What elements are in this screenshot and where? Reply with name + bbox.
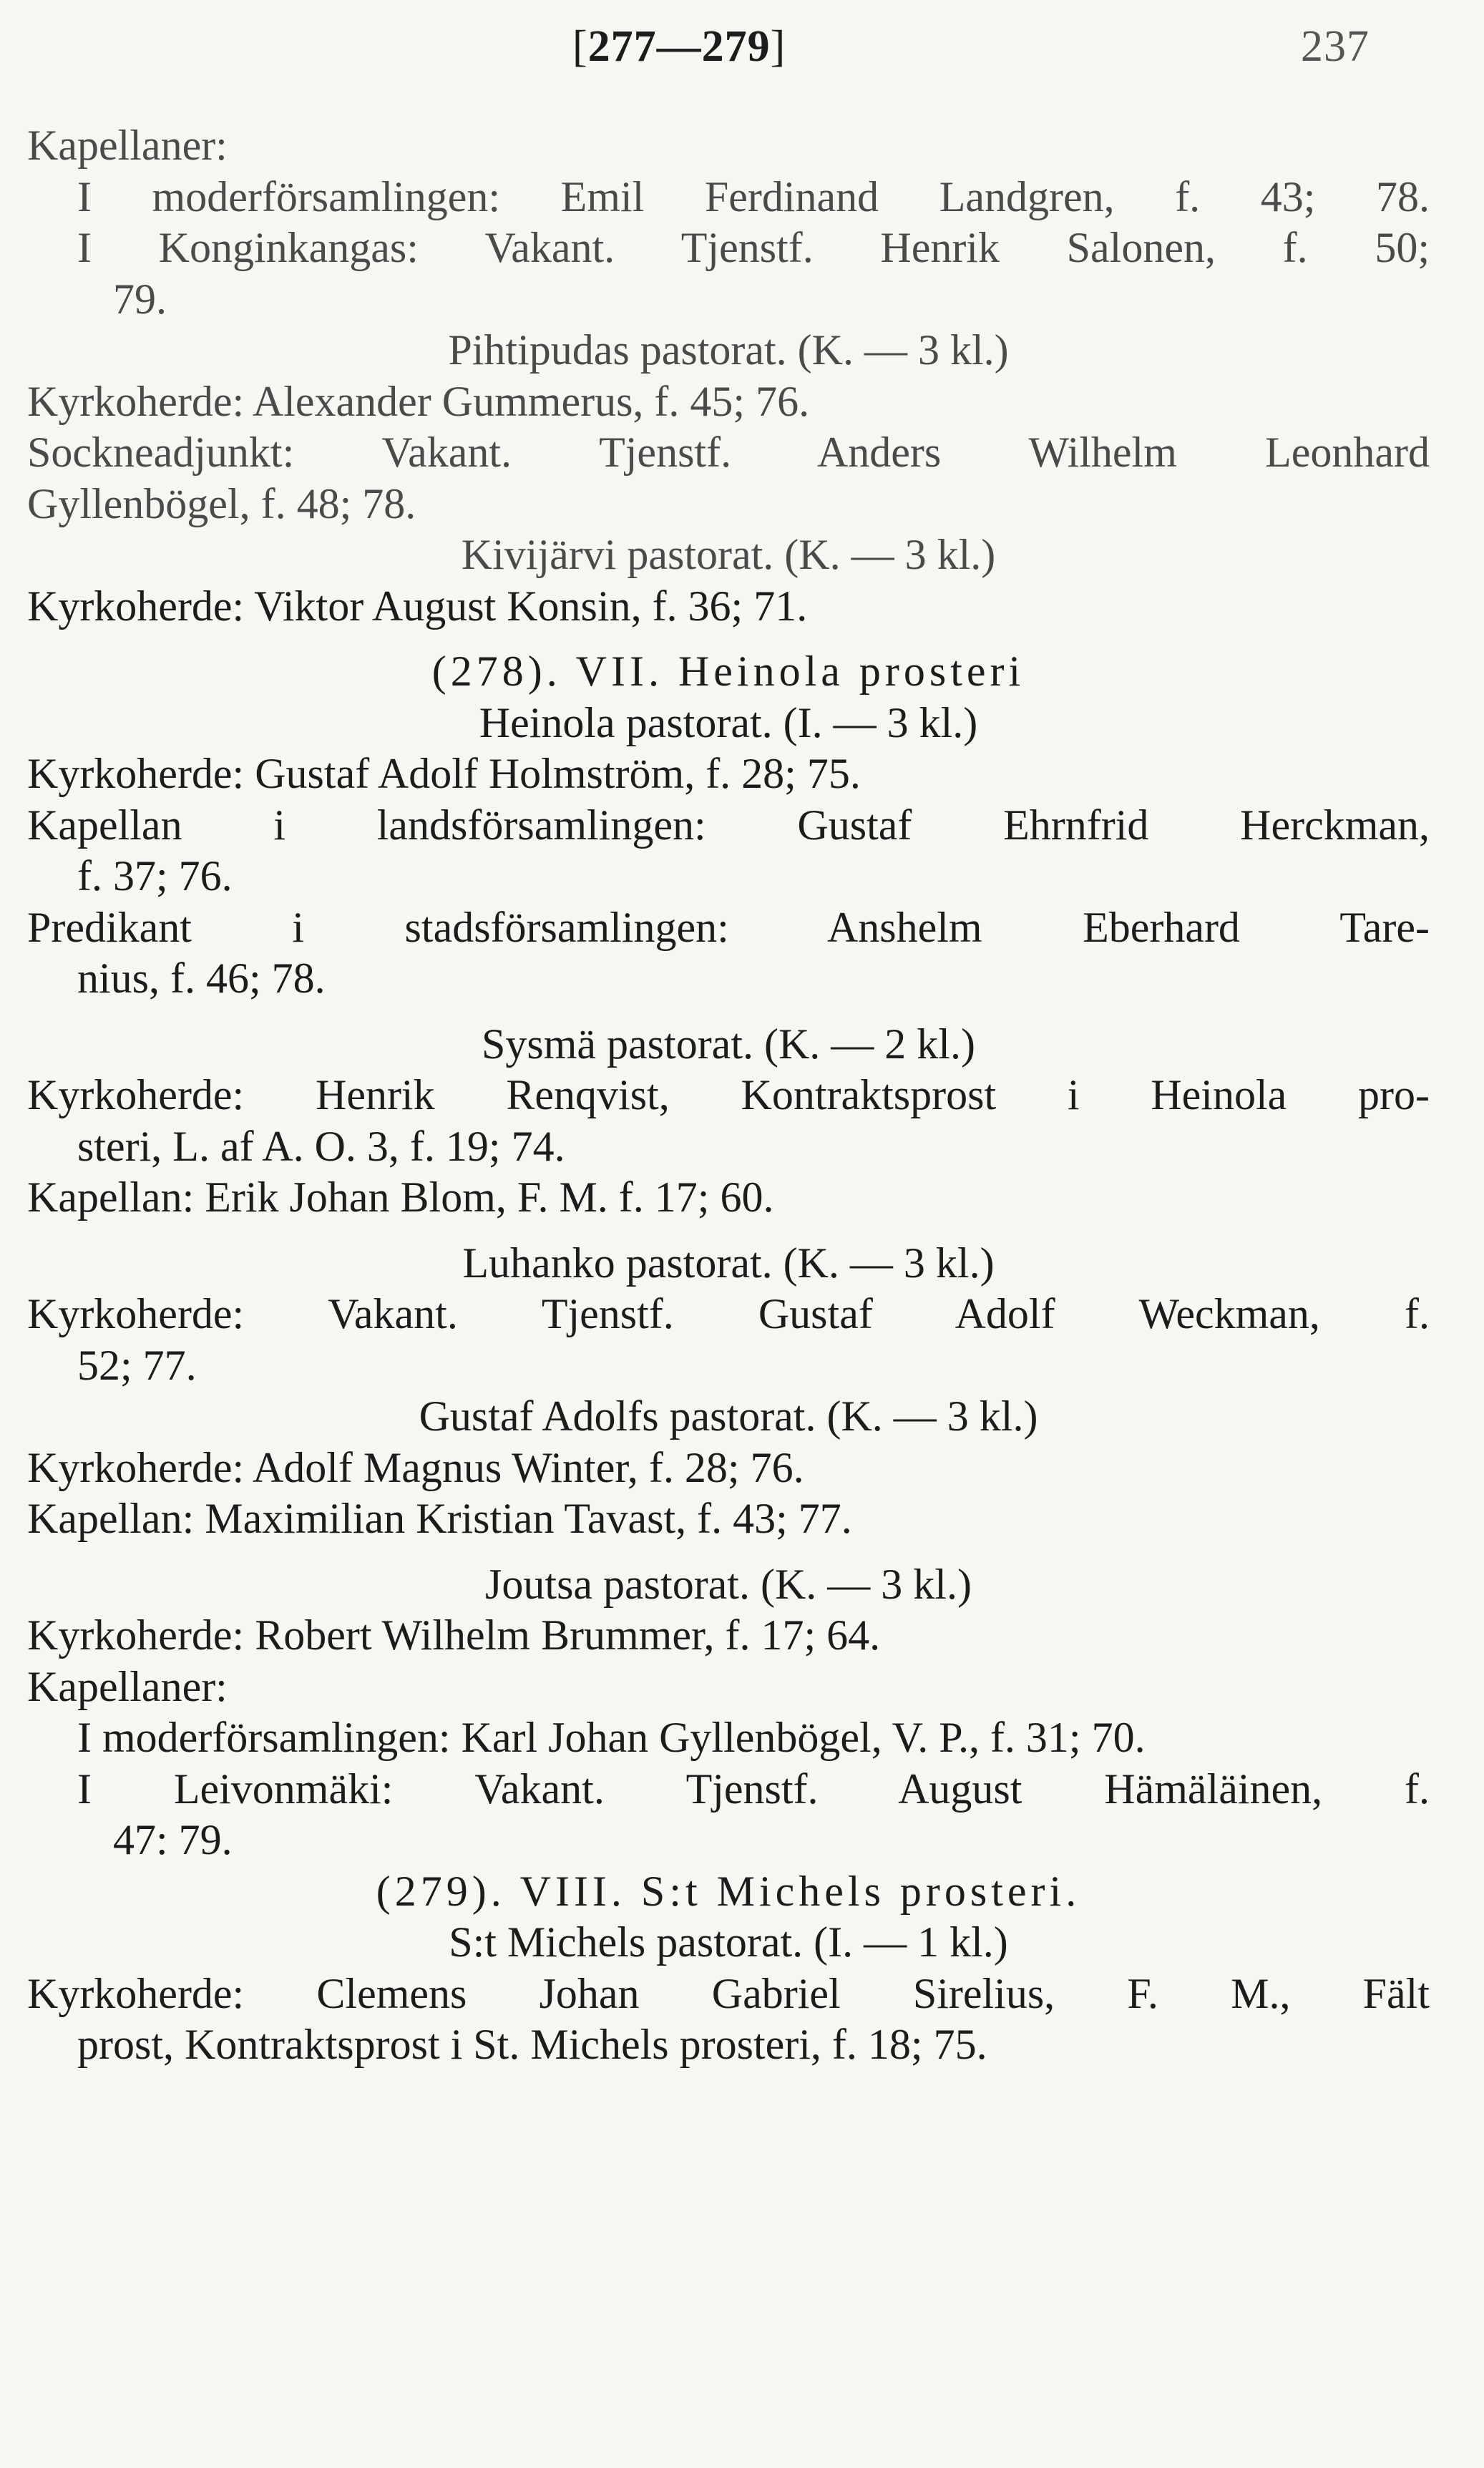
text-line: Kyrkoherde: Viktor August Konsin, f. 36; 71. — [27, 582, 808, 630]
text-line: Kyrkoherde: Alexander Gummerus, f. 45; 76. — [27, 377, 810, 425]
spacer — [27, 1005, 1430, 1019]
text-line: Kyrkoherde: Robert Wilhelm Brummer, f. 17; 64. — [27, 1611, 881, 1659]
text-line: Kyrkoherde: Vakant. Tjenstf. Gustaf Adolf Weckman, f. — [27, 1290, 1430, 1337]
text-line: Kapellaner: — [27, 122, 228, 169]
page-header — [0, 21, 1484, 86]
spacer — [27, 632, 1430, 646]
text-line: Sockneadjunkt: Vakant. Tjenstf. Anders Wilhelm Leonhard — [27, 429, 1430, 476]
section-range-numbers: 277—279 — [587, 22, 771, 71]
text-line: 52; 77. — [77, 1341, 197, 1389]
text-line: steri, L. af A. O. 3, f. 19; 74. — [77, 1122, 565, 1170]
text-line: I Leivonmäki: Vakant. Tjenstf. August Hämäläinen, f. — [77, 1765, 1430, 1813]
text-line: I moderförsamlingen: Emil Ferdinand Landgren, f. 43; 78. — [77, 172, 1430, 220]
text-line: nius, f. 46; 78. — [77, 955, 326, 1002]
section-heading: Gustaf Adolfs pastorat. (K. — 3 kl.) — [419, 1392, 1038, 1440]
text-line: Kyrkoherde: Gustaf Adolf Holmström, f. 28; 75. — [27, 750, 861, 797]
document-body — [27, 120, 1430, 2071]
text-line: I Konginkangas: Vakant. Tjenstf. Henrik Salonen, f. 50; — [77, 224, 1430, 271]
section-heading: Sysmä pastorat. (K. — 2 kl.) — [482, 1020, 975, 1068]
text-line: Kyrkoherde: Adolf Magnus Winter, f. 28; 76. — [27, 1443, 804, 1491]
section-heading: Kivijärvi pastorat. (K. — 3 kl.) — [461, 531, 996, 578]
text-line: I moderförsamlingen: Karl Johan Gyllenbögel, V. P., f. 31; 70. — [77, 1714, 1146, 1761]
text-line: f. 37; 76. — [77, 852, 233, 899]
spacer — [27, 1224, 1430, 1238]
section-heading: (279). VIII. S:t Michels prosteri. — [376, 1867, 1081, 1915]
text-line: Predikant i stadsförsamlingen: Anshelm Eberhard Tare- — [27, 903, 1430, 951]
text-line: Kyrkoherde: Clemens Johan Gabriel Sirelius, F. M., Fält — [27, 1969, 1430, 2017]
text-line: Kapellan: Maximilian Kristian Tavast, f. 43; 77. — [27, 1495, 852, 1542]
section-heading: Luhanko pastorat. (K. — 3 kl.) — [462, 1239, 995, 1287]
section-heading: Joutsa pastorat. (K. — 3 kl.) — [485, 1560, 972, 1608]
section-heading: (278). VII. Heinola prosteri — [431, 648, 1025, 695]
text-line: Kapellan i landsförsamlingen: Gustaf Ehrnfrid Herckman, — [27, 801, 1430, 849]
section-heading: Heinola pastorat. (I. — 3 kl.) — [479, 698, 978, 746]
page-number: 237 — [1301, 22, 1370, 71]
text-line: Kapellan: Erik Johan Blom, F. M. f. 17; 60. — [27, 1174, 774, 1221]
text-line: 79. — [113, 275, 167, 323]
spacer — [27, 1545, 1430, 1559]
text-line: prost, Kontraktsprost i St. Michels prosteri, f. 18; 75. — [77, 2021, 987, 2068]
text-line: Gyllenbögel, f. 48; 78. — [27, 479, 416, 527]
text-line: Kyrkoherde: Henrik Renqvist, Kontraktsprost i Heinola pro- — [27, 1071, 1430, 1118]
section-heading: Pihtipudas pastorat. (K. — 3 kl.) — [448, 326, 1009, 374]
text-line: 47: 79. — [113, 1816, 233, 1863]
section-range: [277—279] — [572, 22, 786, 71]
text-line: Kapellaner: — [27, 1662, 228, 1710]
section-heading: S:t Michels pastorat. (I. — 1 kl.) — [449, 1918, 1008, 1966]
